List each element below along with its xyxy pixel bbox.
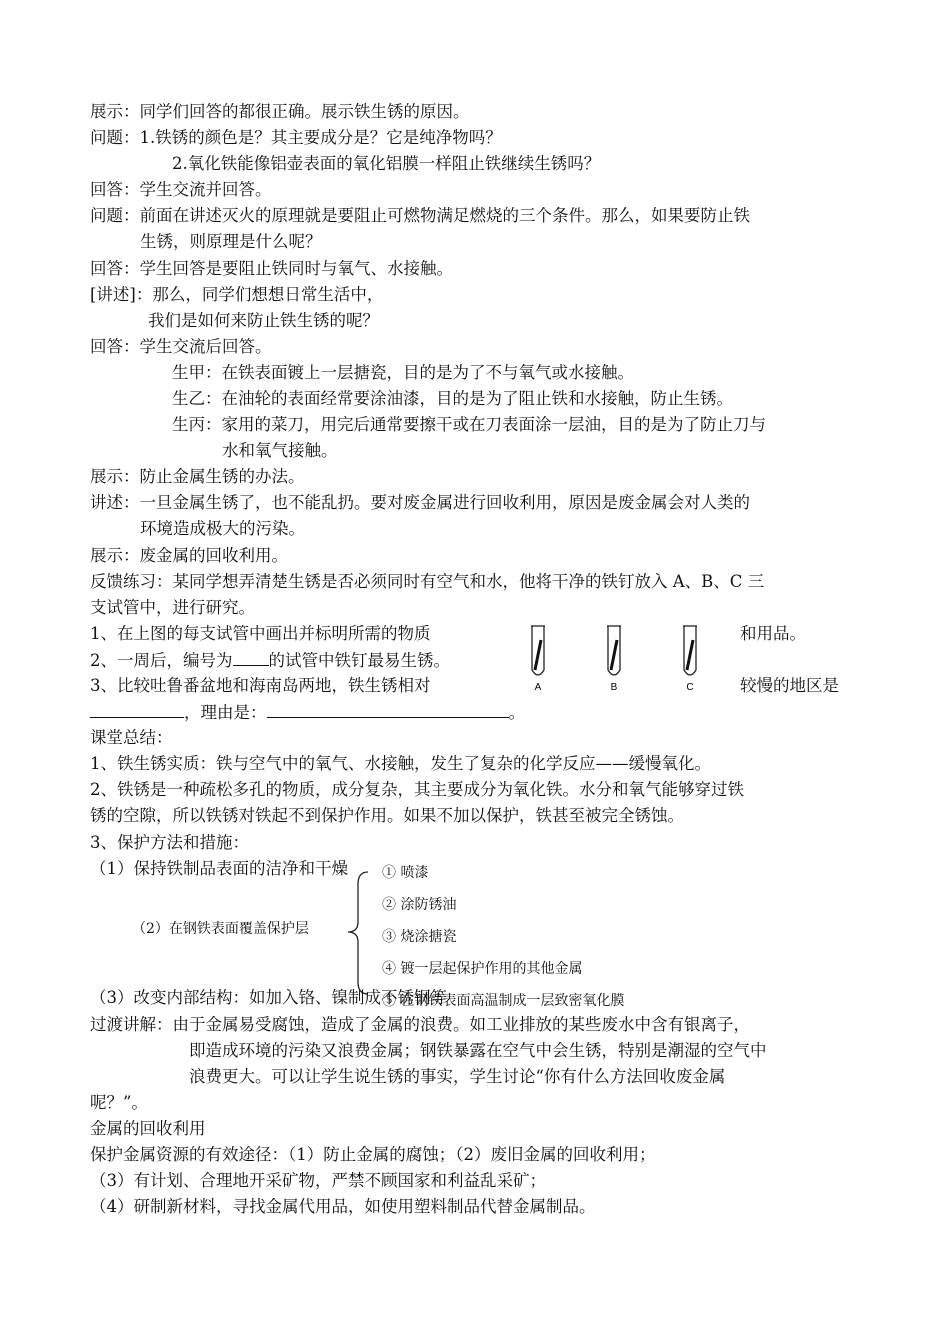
summary-line: 2、铁锈是一种疏松多孔的物质，成分复杂，其主要成分为氧化铁。水分和氧气能够穿过铁 xyxy=(90,780,744,799)
text-line: 呢？”。 xyxy=(90,1093,148,1112)
text-line: （3）有计划、合理地开采矿物，严禁不顾国家和利益乱采矿； xyxy=(90,1171,546,1190)
exercise-q2 xyxy=(90,647,450,674)
protection-item-3: （3）改变内部结构：如加入铬、镍制成不锈钢等 xyxy=(90,988,447,1007)
text-line: （4）研制新材料，寻找金属代用品，如使用塑料制品代替金属制品。 xyxy=(90,1197,596,1216)
section-heading: 金属的回收利用 xyxy=(90,1119,206,1138)
summary-line: 1、铁生锈实质：铁与空气中的氧气、水接触，发生了复杂的化学反应——缓慢氧化。 xyxy=(90,754,711,773)
text-line: 展示：防止金属生锈的办法。 xyxy=(90,467,305,486)
text-line: 回答：学生交流后回答。 xyxy=(90,337,272,356)
text-line: 环境造成极大的污染。 xyxy=(140,519,305,538)
text-line: 生乙：在油轮的表面经常要涂油漆，目的是为了阻止铁和水接触，防止生锈。 xyxy=(172,389,733,408)
test-tube-c xyxy=(683,626,697,693)
answer-blank-reason[interactable] xyxy=(267,699,509,718)
protection-sub-item: ⑤ 在钢铁表面高温制成一层致密氧化膜 xyxy=(382,993,625,1009)
tube-label-c: C xyxy=(686,682,694,693)
reason-prefix: ，理由是： xyxy=(184,703,267,722)
exercise-q1-tail: 和用品。 xyxy=(740,624,806,643)
text-line: 生丙：家用的菜刀，用完后通常要擦干或在刀表面涂一层油，目的是为了防止刀与 xyxy=(172,415,766,434)
answer-blank-region[interactable] xyxy=(90,699,184,718)
exercise-q3-answer xyxy=(90,699,525,726)
text-line: 浪费更大。可以让学生说生锈的事实，学生讨论“你有什么方法回收废金属 xyxy=(189,1067,726,1086)
text-line: 回答：学生回答是要阻止铁同时与氧气、水接触。 xyxy=(90,259,453,278)
summary-line: 锈的空隙，所以铁锈对铁起不到保护作用。如果不加以保护，铁甚至被完全锈蚀。 xyxy=(90,806,684,825)
text-line: 问题：前面在讲述灭火的原理就是要阻止可燃物满足燃烧的三个条件。那么，如果要防止铁 xyxy=(90,206,750,225)
protection-sub-item: ① 喷漆 xyxy=(382,865,429,881)
brace-icon xyxy=(344,870,374,996)
tube-label-a: A xyxy=(534,682,542,693)
text-line: 反馈练习：某同学想弄清楚生锈是否必须同时有空气和水，他将干净的铁钉放入 A、B、C 三 xyxy=(90,572,765,591)
text-line: 支试管中，进行研究。 xyxy=(90,598,255,617)
summary-line: 3、保护方法和措施： xyxy=(90,833,249,852)
tube-label-b: B xyxy=(610,682,618,693)
text-line: 展示：同学们回答的都很正确。展示铁生锈的原因。 xyxy=(90,102,470,121)
test-tubes-figure xyxy=(522,624,722,694)
exercise-q3: 3、比较吐鲁番盆地和海南岛两地，铁生锈相对 xyxy=(90,676,431,695)
text-line: 问题：1.铁锈的颜色是？其主要成分是？它是纯净物吗？ xyxy=(90,128,502,147)
protection-item-1: （1）保持铁制品表面的洁净和干燥 xyxy=(90,859,348,878)
exercise-q2-text: 2、一周后，编号为 xyxy=(90,651,233,670)
text-line: 2.氧化铁能像铝壶表面的氧化铝膜一样阻止铁继续生锈吗？ xyxy=(172,154,601,173)
text-line: 回答：学生交流并回答。 xyxy=(90,180,272,199)
text-line: 我们是如何来防止铁生锈的呢？ xyxy=(148,311,379,330)
test-tube-a xyxy=(531,626,545,693)
text-line: 生锈，则原理是什么呢？ xyxy=(140,232,322,251)
protection-sub-item: ② 涂防锈油 xyxy=(382,897,457,913)
text-line: 保护金属资源的有效途径：（1）防止金属的腐蚀；（2）废旧金属的回收利用； xyxy=(90,1145,656,1164)
exercise-q2-tail: 的试管中铁钉最易生锈。 xyxy=(268,651,450,670)
text-line: 过渡讲解：由于金属易受腐蚀，造成了金属的浪费。如工业排放的某些废水中含有银离子， xyxy=(90,1015,750,1034)
text-line: 讲述：一旦金属生锈了，也不能乱扔。要对废金属进行回收利用，原因是废金属会对人类的 xyxy=(90,493,750,512)
answer-blank[interactable] xyxy=(233,647,269,666)
protection-sub-item: ④ 镀一层起保护作用的其他金属 xyxy=(382,961,583,977)
text-line: [讲述]：那么，同学们想想日常生活中， xyxy=(90,285,384,304)
text-line: 生甲：在铁表面镀上一层搪瓷，目的是为了不与氧气或水接触。 xyxy=(172,363,634,382)
exercise-q3-tail: 较慢的地区是 xyxy=(740,676,839,695)
text-line: 水和氧气接触。 xyxy=(222,441,338,460)
text-line: 展示：废金属的回收利用。 xyxy=(90,546,288,565)
period: 。 xyxy=(508,703,525,722)
protection-item-2: （2）在钢铁表面覆盖保护层 xyxy=(132,921,309,937)
protection-sub-item: ③ 烧涂搪瓷 xyxy=(382,929,457,945)
exercise-q1: 1、在上图的每支试管中画出并标明所需的物质 xyxy=(90,624,431,643)
test-tube-b xyxy=(607,626,621,693)
summary-heading: 课堂总结： xyxy=(90,728,173,747)
text-line: 即造成环境的污染又浪费金属；钢铁暴露在空气中会生锈，特别是潮湿的空气中 xyxy=(189,1041,767,1060)
